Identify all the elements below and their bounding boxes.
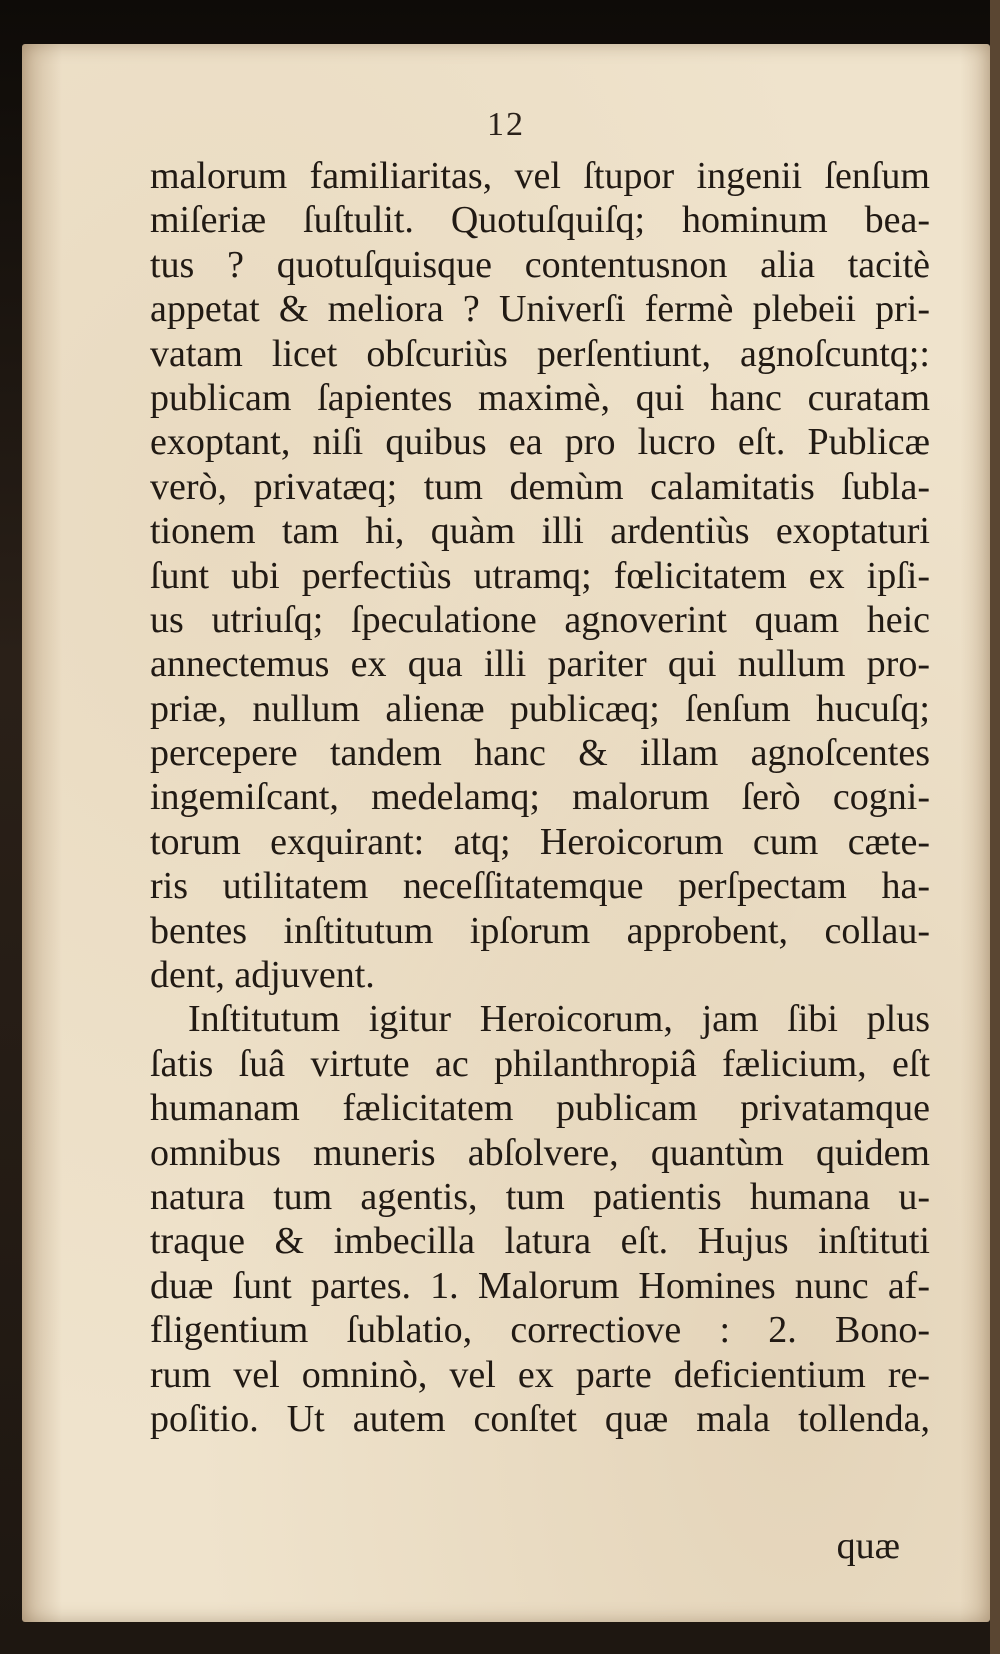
text-line: publicam ſapientes maximè, qui hanc curatam (150, 376, 930, 419)
catchword: quæ (836, 1525, 900, 1567)
text-line: vatam licet obſcuriùs perſentiunt, agnoſcuntq;: (150, 332, 930, 375)
text-line: exoptant, niſi quibus ea pro lucro eſt. Publicæ (150, 421, 930, 464)
text-line: verò, privatæq; tum demùm calamitatis ſubla- (150, 465, 930, 508)
text-line: miſeriæ ſuſtulit. Quotuſquiſq; hominum bea- (150, 199, 930, 242)
text-line: duæ ſunt partes. 1. Malorum Homines nunc af- (150, 1264, 930, 1307)
text-line: rum vel omninò, vel ex parte deficientium re- (150, 1353, 930, 1396)
text-line: annectemus ex qua illi pariter qui nullum pro- (150, 643, 930, 686)
page-number: 12 (487, 106, 525, 143)
text-line: poſitio. Ut autem conſtet quæ mala tollenda, (150, 1397, 930, 1440)
text-line: tionem tam hi, quàm illi ardentiùs exoptaturi (150, 510, 930, 553)
body-text (150, 154, 930, 1441)
book-page (22, 44, 990, 1622)
text-line: malorum familiaritas, vel ſtupor ingenii ſenſum (150, 155, 930, 197)
text-line: percepere tandem hanc & illam agnoſcentes (150, 732, 930, 775)
text-line: us utriuſq; ſpeculatione agnoverint quam heic (150, 598, 930, 641)
text-line: tus ? quotuſquisque contentusnon alia tacitè (150, 243, 930, 286)
text-line: omnibus muneris abſolvere, quantùm quidem (150, 1131, 930, 1174)
text-line: torum exquirant: atq; Heroicorum cum cæte- (150, 820, 930, 863)
text-line: dent, adjuvent. (150, 954, 375, 997)
text-line: ſatis ſuâ virtute ac philanthropiâ fælicium, eſt (150, 1042, 930, 1085)
text-line: bentes inſtitutum ipſorum approbent, collau- (150, 909, 930, 952)
text-line: fligentium ſublatio, correctiove : 2. Bono- (150, 1309, 930, 1352)
text-line: natura tum agentis, tum patientis humana u- (150, 1175, 930, 1218)
text-line: ſunt ubi perfectiùs utramq; fœlicitatem ex ipſi- (150, 554, 930, 597)
text-line: humanam fælicitatem publicam privatamque (150, 1087, 930, 1130)
page-edge (990, 0, 1000, 1654)
text-line: ris utilitatem neceſſitatemque perſpectam ha- (150, 865, 930, 908)
text-line: priæ, nullum alienæ publicæq; ſenſum hucuſq; (150, 687, 930, 730)
text-line: appetat & meliora ? Univerſi fermè plebeii pri- (150, 288, 930, 331)
paragraph-start-line: Inſtitutum igitur Heroicorum, jam ſibi plus (188, 998, 930, 1041)
text-line: ingemiſcant, medelamq; malorum ſerò cogni- (150, 776, 930, 819)
text-line: traque & imbecilla latura eſt. Hujus inſtituti (150, 1220, 930, 1263)
